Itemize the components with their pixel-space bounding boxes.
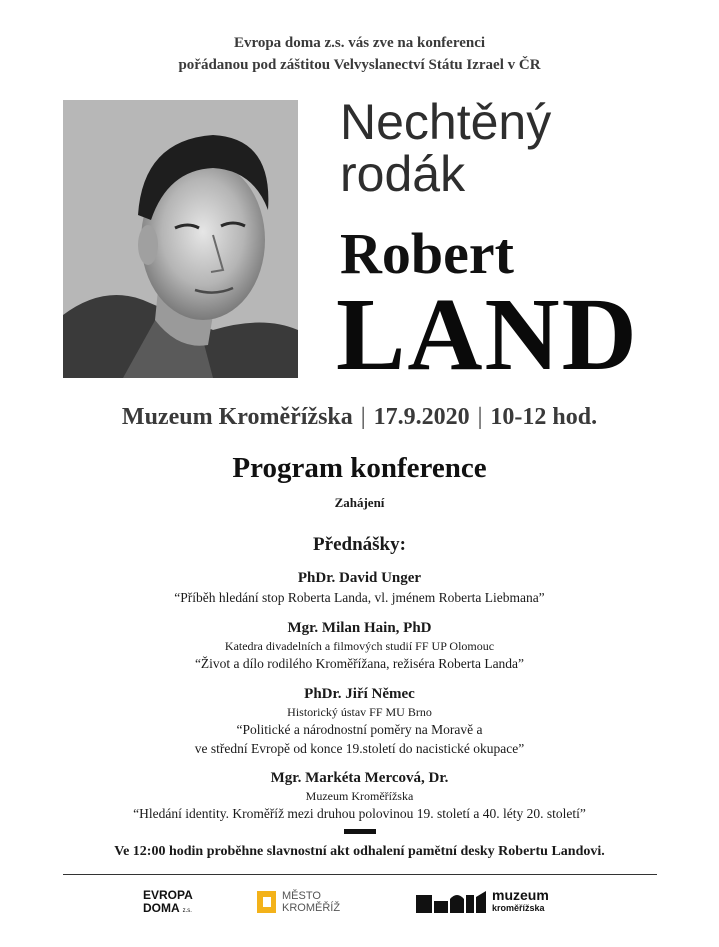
lecture-title-line-2: ve střední Evropě od konce 19.století do nacistické okupace” [194,741,525,756]
portrait-illustration [63,100,298,378]
evropa-doma-logo [143,889,193,918]
lecture-item [0,684,719,758]
evropa-doma-suffix: z.s. [182,908,192,914]
venue-time: 10-12 hod. [490,404,598,430]
evropa-doma-line-1: EVROPA [143,888,193,902]
lecturer-institution: Historický ústav FF MU Brno [287,705,432,719]
program-heading: Program konference [232,452,487,484]
venue-line [0,404,719,431]
venue-separator: | [360,404,366,430]
mesto-line-1: MĚSTO [282,890,321,902]
footer-rule [63,874,657,875]
venue-date: 17.9.2020 [373,404,470,430]
muzeum-mark-icon [416,891,486,913]
invitation-line-2: pořádanou pod záštitou Velvyslanectví Státu Izrael v ČR [178,57,541,73]
evropa-doma-line-2: DOMA [143,901,180,915]
lectures-heading: Přednášky: [313,534,406,555]
lecture-title-line-1: “Politické a národnostní poměry na Moravě a [236,722,483,737]
muzeum-line-2: kroměřížska [492,903,545,913]
lecture-item [0,568,719,607]
lecture-item [0,618,719,673]
mesto-kromeriz-logo [257,890,340,914]
lecture-title: “Příběh hledání stop Roberta Landa, vl. jménem Roberta Liebmana” [174,590,545,605]
invitation-text [0,32,719,76]
portrait-photo [63,100,298,378]
invitation-line-1: Evropa doma z.s. vás zve na konferenci [233,35,486,51]
lecture-title: “Život a dílo rodilého Kroměřížana, režiséra Roberta Landa” [194,656,525,671]
lecturer-name: PhDr. Jiří Němec [304,686,415,702]
lecturer-name: Mgr. Milan Hain, PhD [287,620,432,636]
divider-bar [344,829,376,834]
muzeum-kromerizska-logo [416,889,549,914]
title-last-name: LAND [336,277,639,392]
title-line-2: rodák [340,146,466,202]
venue-separator: | [477,404,483,430]
title-subtitle [340,96,551,200]
title-first-name: Robert [340,221,514,286]
lecture-title: “Hledání identity. Kroměříž mezi druhou polovinou 19. století a 40. léty 20. století” [133,806,586,821]
lecturer-name: PhDr. David Unger [297,570,422,586]
mesto-square-icon [257,891,276,913]
mesto-line-2: KROMĚŘÍŽ [282,902,341,914]
program-opening: Zahájení [334,495,385,510]
muzeum-line-1: muzeum [492,887,549,903]
lecturer-institution: Muzeum Kroměřížska [305,789,414,803]
footer-note: Ve 12:00 hodin proběhne slavnostní akt odhalení pamětní desky Robertu Landovi. [114,844,605,859]
lecturer-name: Mgr. Markéta Mercová, Dr. [270,770,449,786]
lecture-item [0,768,719,823]
venue-place: Muzeum Kroměřížska [121,404,353,430]
lecturer-institution: Katedra divadelních a filmových studií FF UP Olomouc [224,639,495,653]
title-line-1: Nechtěný [340,94,552,150]
